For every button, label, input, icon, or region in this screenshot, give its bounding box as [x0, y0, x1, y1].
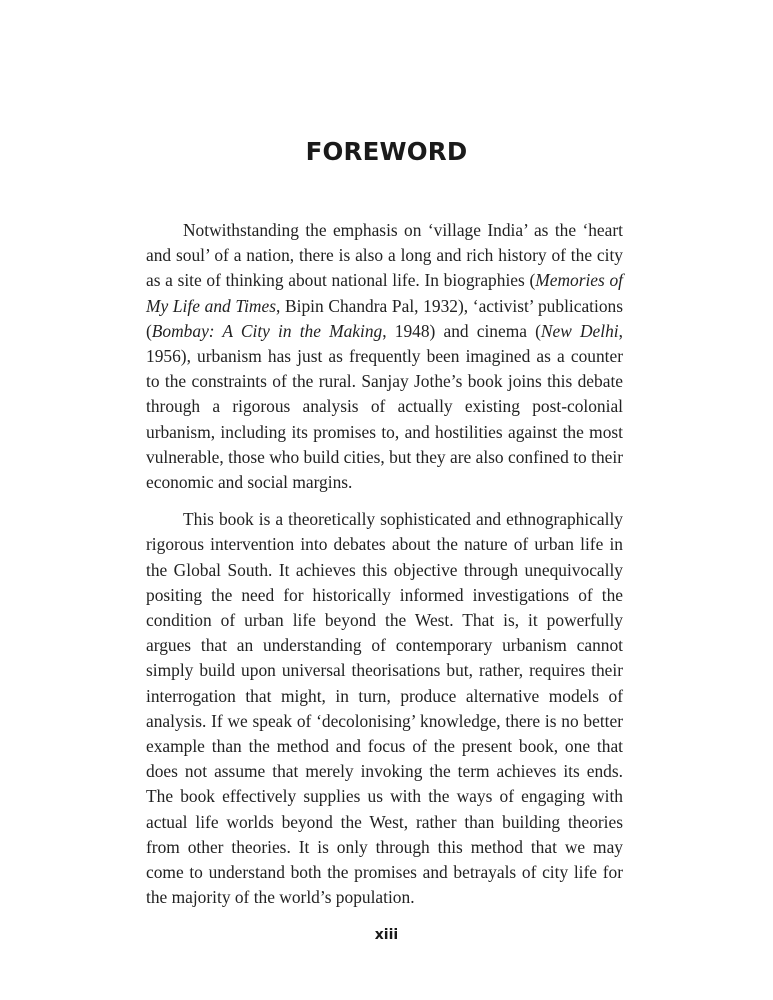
- paragraph-2: [146, 507, 623, 910]
- chapter-heading: FOREWORD: [305, 137, 468, 166]
- film-title-italic: New Delhi: [540, 320, 619, 341]
- text-run: Notwithstanding the emphasis on ‘village India’ as the ‘heart and soul’ of a nation, there is also a long and rich history of the city as a site of thinking about national life. In biographies (: [146, 220, 623, 291]
- text-run: , Bipin Chandra Pal, 1932), ‘activist’ publications (: [146, 295, 623, 341]
- paragraph-1: [146, 218, 623, 495]
- book-title-italic: Memories of My Life and Times: [146, 270, 623, 316]
- text-run: , 1948) and cinema (: [382, 320, 541, 341]
- text-run: This book is a theoretically sophisticated and ethnographically rigorous intervention into debates about the nature of urban life in the Global South. It achieves this objective through unequivocally positing the need for historically informed investigations of the condition of urban life beyond the West. That is, it powerfully argues that an understanding of contemporary urbanism cannot simply build upon universal theorisations but, rather, requires their interrogation that might, in turn, produce alternative models of analysis. If we speak of ‘decolonising’ knowledge, there is no better example than the method and focus of the present book, one that does not assume that merely invoking the term achieves its ends. The book effectively supplies us with the ways of engaging with actual life worlds beyond the West, rather than building theories from other theories. It is only through this method that we may come to understand both the promises and betrayals of city life for the majority of the world’s population.: [146, 509, 623, 908]
- book-title-italic: Bombay: A City in the Making: [151, 320, 383, 341]
- text-run: , 1956), urbanism has just as frequently been imagined as a counter to the constraints of the rural. Sanjay Jothe’s book joins this debate through a rigorous analysis of actually existing post-colonial urbanism, including its promises to, and hostilities against the most vulnerable, those who build cities, but they are also confined to their economic and social margins.: [146, 320, 623, 493]
- page-number: xiii: [374, 927, 399, 943]
- foreword-body: [146, 218, 623, 910]
